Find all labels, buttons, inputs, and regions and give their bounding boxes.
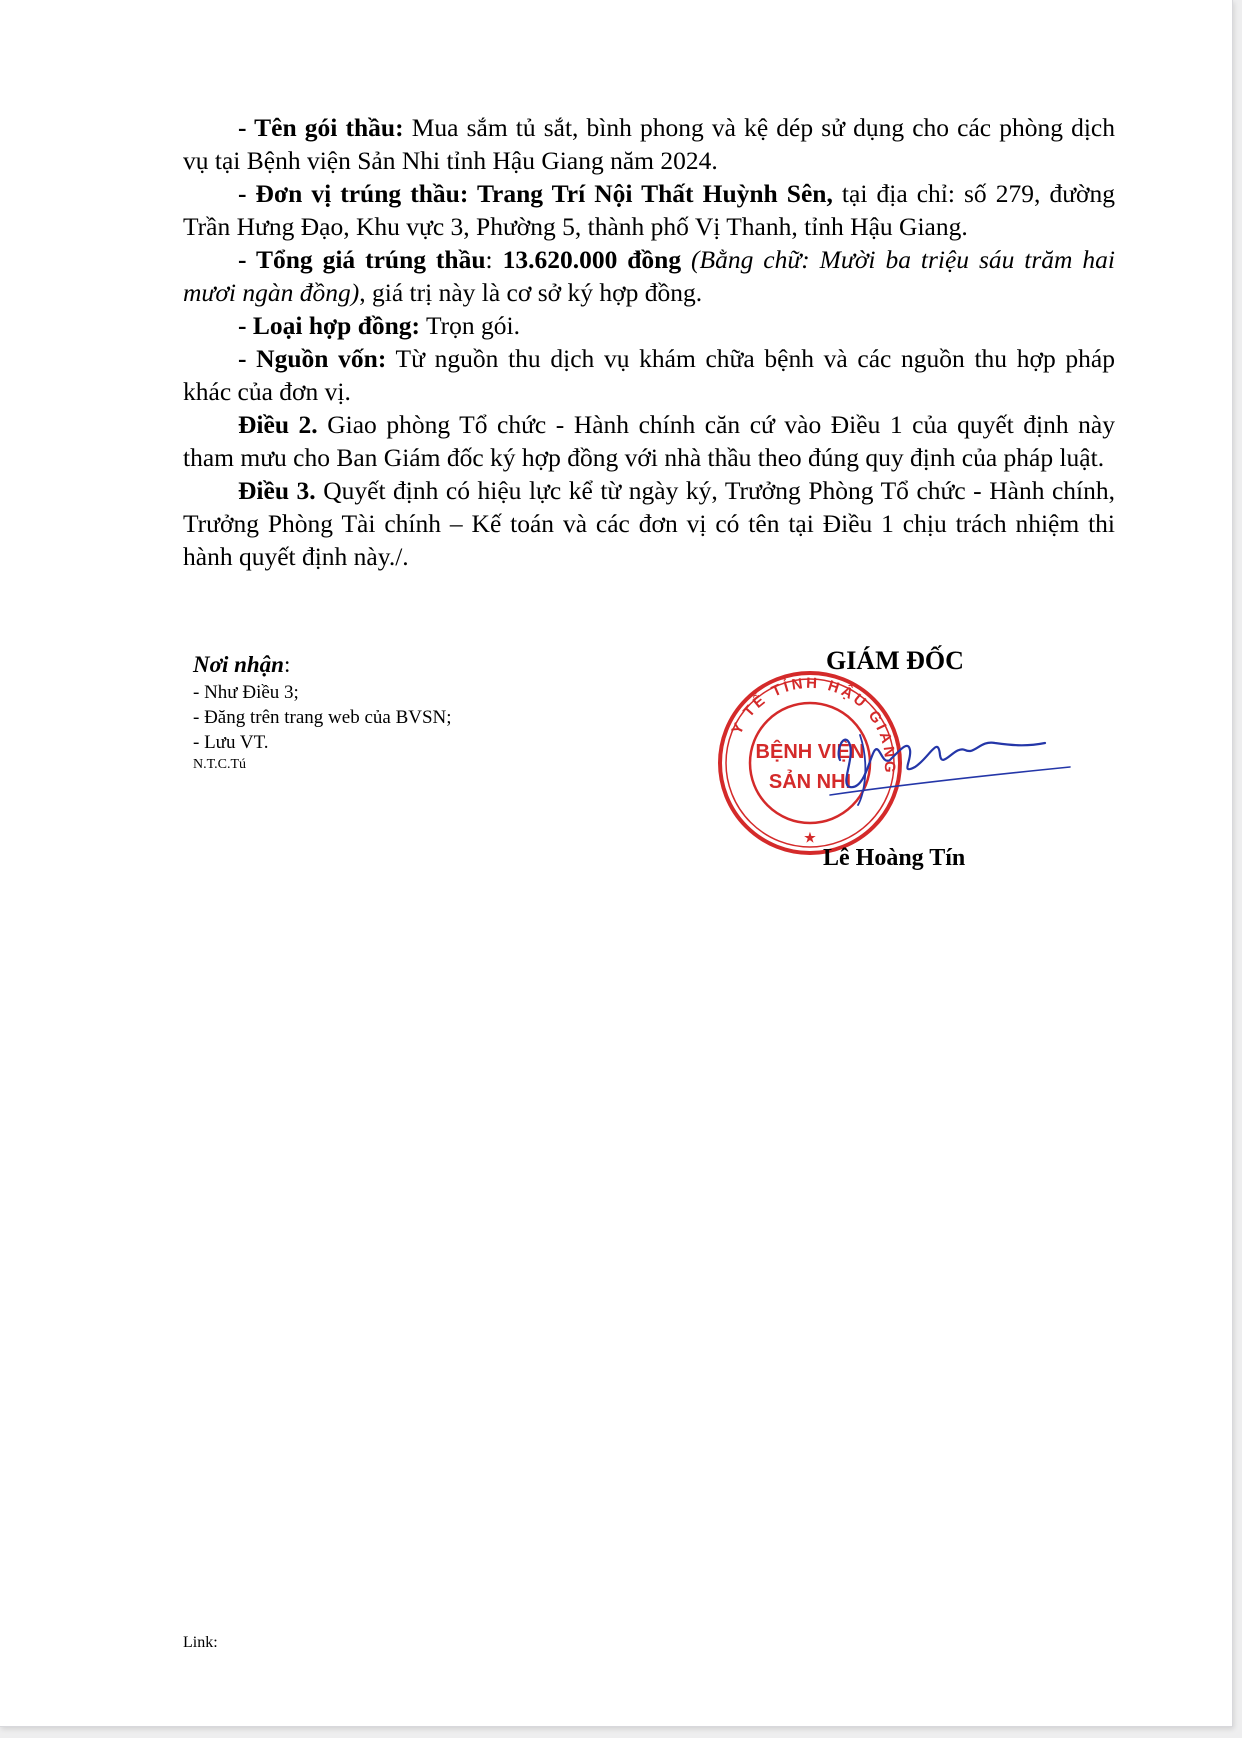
winning-price-value: 13.620.000 đồng <box>502 245 682 274</box>
seal-line-1: BỆNH VIỆN <box>755 741 865 763</box>
recipients-title: Nơi nhận <box>193 652 284 677</box>
recipient-line: - Như Điều 3; <box>193 682 299 703</box>
seal-star: ★ <box>804 830 816 845</box>
article-3 <box>183 474 1115 573</box>
winning-price-colon: : <box>485 245 503 274</box>
article-2 <box>183 408 1115 474</box>
recipients-colon: : <box>283 652 291 677</box>
decision-body <box>183 111 1115 573</box>
article-3-label: Điều 3. <box>238 476 316 505</box>
signer-title: GIÁM ĐỐC <box>826 646 964 675</box>
seal-line-2: SẢN NHI <box>768 771 852 793</box>
package-name-text: Mua sắm tủ sắt, bình phong và kệ dép sử dụng cho các phòng dịch vụ tại Bệnh viện Sản Nhi tỉnh Hậu Giang năm 2024. <box>183 113 1115 175</box>
signer-name: Lê Hoàng Tín <box>823 845 966 871</box>
winning-price-item <box>183 243 1115 309</box>
drafter-initials: N.T.C.Tú <box>193 757 247 772</box>
funding-source-item <box>183 342 1115 408</box>
recipients-title-line <box>193 650 452 680</box>
funding-source-label: - Nguồn vốn: <box>238 344 387 373</box>
recipient-line: - Đăng trên trang web của BVSN; <box>193 707 452 728</box>
contract-type-label: - Loại hợp đồng: <box>238 311 421 340</box>
package-name-label: - Tên gói thầu: <box>238 113 404 142</box>
winning-bidder-address: tại địa chỉ: số 279, đường Trần Hưng Đạo, Khu vực 3, Phường 5, thành phố Vị Thanh, tỉnh Hậu Giang. <box>183 179 1115 241</box>
recipients-block <box>193 650 452 775</box>
article-3-text: Quyết định có hiệu lực kể từ ngày ký, Trưởng Phòng Tổ chức - Hành chính, Trưởng Phòng Tài chính – Kế toán và các đơn vị có tên tại Điều 1 chịu trách nhiệm thi hành quyết định này./. <box>183 476 1116 571</box>
contract-type-text: Trọn gói. <box>420 311 520 340</box>
link-label: Link: <box>183 1634 218 1651</box>
article-2-label: Điều 2. <box>238 410 318 439</box>
article-2-text: Giao phòng Tổ chức - Hành chính căn cứ vào Điều 1 của quyết định này tham mưu cho Ban Giám đốc ký hợp đồng với nhà thầu theo đúng quy định của pháp luật. <box>183 410 1115 472</box>
winning-price-label: - Tổng giá trúng thầu <box>238 245 486 274</box>
funding-source-text: Từ nguồn thu dịch vụ khám chữa bệnh và các nguồn thu hợp pháp khác của đơn vị. <box>183 344 1115 406</box>
winning-bidder-item <box>183 177 1115 243</box>
winning-bidder-label: - Đơn vị trúng thầu: Trang Trí Nội Thất Huỳnh Sên, <box>238 179 833 208</box>
recipient-line: - Lưu VT. <box>193 732 269 753</box>
winning-price-tail: , giá trị này là cơ sở ký hợp đồng. <box>359 278 703 307</box>
winning-price-words: (Bằng chữ: Mười ba triệu sáu trăm hai mươi ngàn đồng) <box>183 245 1115 307</box>
handwritten-signature <box>820 705 1080 815</box>
seal-ring-text: Y TẾ TỈNH HẬU GIANG <box>728 674 899 777</box>
package-name-item <box>183 111 1115 177</box>
contract-type-item <box>183 309 1115 342</box>
